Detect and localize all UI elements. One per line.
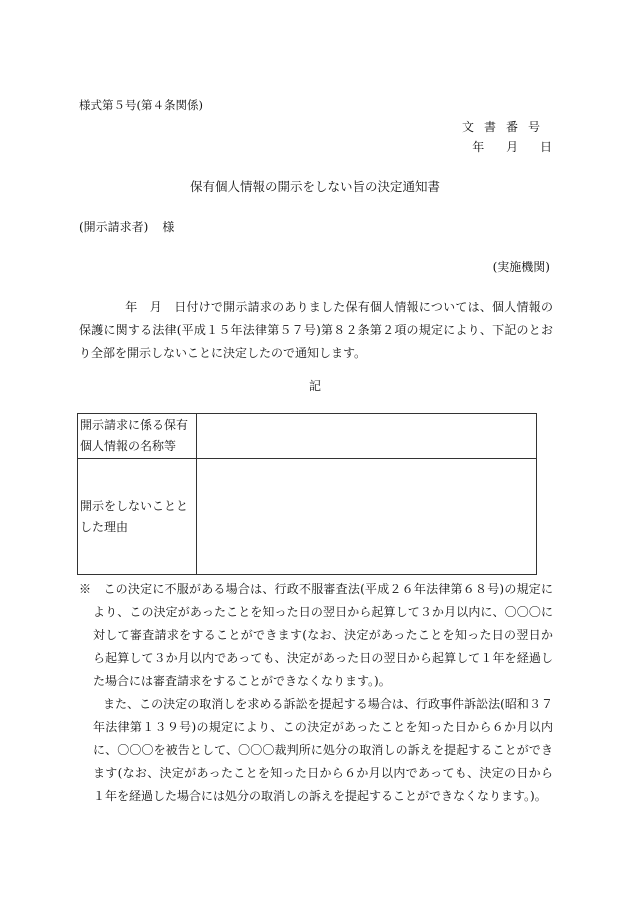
table-label-info-name: 開示請求に係る保有個人情報の名称等 (78, 414, 197, 459)
recipient-name: (開示請求者) (79, 220, 149, 234)
ki-heading: 記 (308, 379, 321, 393)
body-text: 日付けで開示請求のありました保有個人情報については、個人情報の保護に関する法律(平成１５年法律第５７号)第８２条第２項の規定により、下記のとおり全部を開示しないことに決定したので通知します。 (79, 300, 553, 360)
notes (79, 578, 553, 808)
date-line (472, 138, 552, 155)
table-value-reason (197, 459, 537, 575)
note-appeal: ※ この決定に不服がある場合は、行政不服審査法(平成２６年法律第６８号)の規定により、この決定があったことを知った日の翌日から起算して３か月以内に、〇〇〇に対して審査請求をすることができます(なお、決定があったことを知った日の翌日から起算して３か月以内であっても、決定があった日の翌日から起算して１年を経過した場合には審査請求をすることができなくなります。)。 (79, 582, 553, 688)
body-paragraph (79, 296, 553, 365)
decision-table (77, 413, 537, 575)
agency-name: (実施機関) (492, 260, 550, 274)
body-year: 年 (125, 300, 138, 314)
document-title: 保有個人情報の開示をしない旨の決定通知書 (189, 179, 440, 194)
table-label-reason: 開示をしないこととした理由 (78, 459, 197, 575)
note-lawsuit: また、この決定の取消しを求める訴訟を提起する場合は、行政事件訴訟法(昭和３７年法律第１３９号)の規定により、この決定があったことを知った日から６か月以内に、〇〇〇を被告として、〇〇〇裁判所に処分の取消しの訴えを提起することができます(なお、決定があったことを知った日から６か月以内であっても、決定の日から１年を経過した場合には処分の取消しの訴えを提起することができなくなります。)。 (93, 697, 553, 803)
recipient-honorific: 様 (162, 220, 175, 234)
table-value-info-name (197, 414, 537, 459)
recipient (79, 218, 174, 235)
date-month: 月 (506, 140, 519, 154)
table-row (78, 414, 537, 459)
body-month: 月 (149, 300, 162, 314)
form-number: 様式第５号(第４条関係) (79, 98, 203, 112)
date-year: 年 (472, 140, 485, 154)
table-row (78, 459, 537, 575)
document-number-label: 文書番号 (461, 120, 550, 134)
date-day: 日 (539, 140, 552, 154)
